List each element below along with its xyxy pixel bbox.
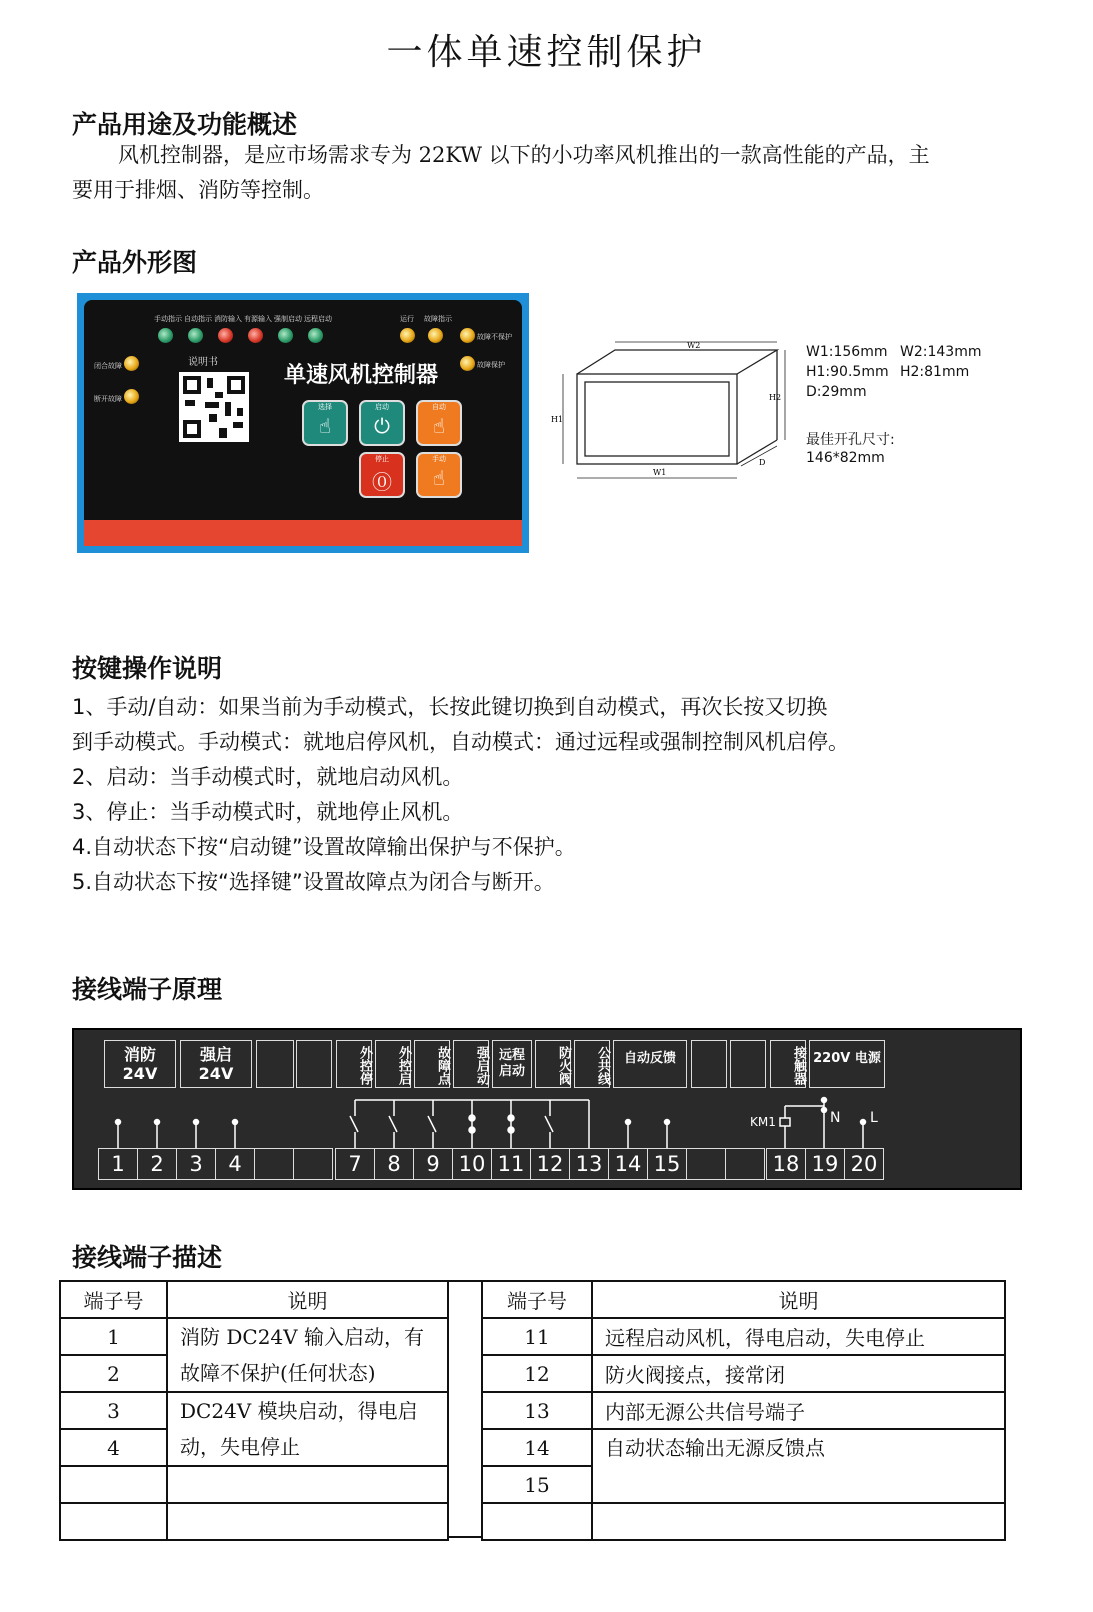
table-gap — [449, 1280, 481, 1538]
strip-cell-force-start: 强启动 — [453, 1040, 489, 1088]
dimension-drawing — [551, 338, 795, 488]
select-button[interactable] — [302, 400, 348, 446]
strip-cell-empty — [730, 1040, 766, 1088]
led-label: 闭合故障 — [94, 362, 122, 370]
led-indicator — [460, 328, 475, 343]
table-row — [482, 1318, 1005, 1355]
spec-h1: H1:90.5mm — [806, 364, 889, 380]
strip-cell-empty — [691, 1040, 727, 1088]
terminal-number: 10 — [452, 1148, 492, 1180]
table-row — [482, 1281, 1005, 1318]
key-op-line: 4.自动状态下按“启动键”设置故障输出保护与不保护。 — [72, 835, 576, 859]
spec-w1: W1:156mm — [806, 344, 888, 360]
w1-label: W1 — [653, 468, 667, 477]
spec-cutout: 146*82mm — [806, 450, 885, 466]
h2-label: H2 — [769, 393, 782, 402]
terminal-number: 14 — [608, 1148, 648, 1180]
wiring-symbols — [74, 1092, 1024, 1152]
table-cell-desc: 自动状态输出无源反馈点 — [592, 1429, 1005, 1503]
strip-cell-power: 220V 电源 — [809, 1040, 885, 1088]
table-cell-no: 13 — [482, 1392, 592, 1429]
terminal-number: 7 — [335, 1148, 375, 1180]
power-icon: ⏻ — [374, 414, 390, 438]
led-label: 故障指示 — [424, 315, 452, 323]
strip-cell-common: 公共线 — [574, 1040, 610, 1088]
key-op-line: 2、启动：当手动模式时，就地启动风机。 — [72, 765, 464, 789]
table-row — [482, 1355, 1005, 1392]
page-title: 一体单速控制保护 — [386, 32, 707, 73]
led-indicator — [460, 356, 475, 371]
led-label: 消防输入 — [214, 315, 242, 323]
panel-title: 单速风机控制器 — [284, 363, 439, 388]
table-header-no: 端子号 — [482, 1281, 592, 1318]
table-cell-desc — [167, 1503, 448, 1540]
km1-label: KM1 — [750, 1115, 776, 1129]
led-indicator — [278, 328, 293, 343]
live-label: L — [870, 1110, 878, 1126]
table-row — [482, 1392, 1005, 1429]
strip-cell-fault: 故障点 — [414, 1040, 450, 1088]
led-label: 远程启动 — [304, 315, 332, 323]
strip-cell-contactor: 接触器 — [770, 1040, 806, 1088]
led-indicator — [308, 328, 323, 343]
key-op-line: 5.自动状态下按“选择键”设置故障点为闭合与断开。 — [72, 870, 555, 894]
strip-cell-ext-start: 外控启 — [375, 1040, 411, 1088]
manual-button-label: 手动 — [432, 455, 446, 463]
table-cell-no — [60, 1503, 167, 1540]
led-label: 运行 — [400, 315, 414, 323]
spec-w2: W2:143mm — [900, 344, 982, 360]
led-indicator — [428, 328, 443, 343]
table-header-desc: 说明 — [167, 1281, 448, 1318]
strip-cell-empty — [256, 1040, 294, 1088]
terminal-number: 15 — [647, 1148, 687, 1180]
terminal-number: 9 — [413, 1148, 453, 1180]
table-cell-no: 12 — [482, 1355, 592, 1392]
section-heading-purpose: 产品用途及功能概述 — [72, 110, 298, 139]
strip-cell-ext-stop: 外控停 — [336, 1040, 372, 1088]
section-heading-appearance: 产品外形图 — [72, 248, 198, 277]
spec-d: D:29mm — [806, 384, 867, 400]
terminal-number: 2 — [137, 1148, 177, 1180]
stop-icon: ⓪ — [372, 470, 392, 494]
strip-cell-fire: 消防 24V — [104, 1040, 176, 1088]
purpose-line-2: 要用于排烟、消防等控制。 — [72, 178, 324, 202]
table-cell-desc: 内部无源公共信号端子 — [592, 1392, 1005, 1429]
stop-button[interactable] — [359, 452, 405, 498]
terminal-table-right — [481, 1280, 1006, 1541]
led-indicator — [400, 328, 415, 343]
table-cell-desc: DC24V 模块启动，得电启 动，失电停止 — [167, 1392, 448, 1466]
hand-icon: ☝ — [318, 414, 332, 438]
terminal-number: 19 — [805, 1148, 845, 1180]
key-op-line: 到手动模式。手动模式：就地启停风机，自动模式：通过远程或强制控制风机启停。 — [72, 730, 849, 754]
terminal-strip-diagram — [72, 1028, 1022, 1190]
table-cell-no: 4 — [60, 1429, 167, 1466]
spec-h2: H2:81mm — [900, 364, 970, 380]
led-label: 手动指示 — [154, 315, 182, 323]
qr-code-icon — [179, 372, 249, 442]
table-cell-no — [482, 1503, 592, 1540]
table-cell-desc: 远程启动风机，得电启动，失电停止 — [592, 1318, 1005, 1355]
led-label: 强制启动 — [274, 315, 302, 323]
terminal-number — [686, 1148, 726, 1180]
table-row — [60, 1392, 448, 1429]
led-label: 有源输入 — [244, 315, 272, 323]
start-button[interactable] — [359, 400, 405, 446]
section-heading-keys: 按键操作说明 — [72, 654, 223, 683]
led-label: 故障不保护 — [477, 333, 512, 341]
terminal-number — [254, 1148, 294, 1180]
section-heading-wiring: 接线端子原理 — [72, 975, 223, 1004]
terminal-number: 20 — [844, 1148, 884, 1180]
hand-icon: ☝ — [432, 466, 446, 490]
terminal-number: 1 — [98, 1148, 138, 1180]
table-row — [60, 1318, 448, 1355]
section-heading-terminals: 接线端子描述 — [72, 1243, 223, 1272]
table-row — [60, 1281, 448, 1318]
terminal-number: 3 — [176, 1148, 216, 1180]
led-indicator — [248, 328, 263, 343]
table-row — [60, 1503, 448, 1540]
terminal-number: 11 — [491, 1148, 531, 1180]
terminal-number: 18 — [766, 1148, 806, 1180]
led-indicator — [218, 328, 233, 343]
strip-cell-empty — [296, 1040, 332, 1088]
h1-label: H1 — [551, 415, 564, 424]
led-label: 自动指示 — [184, 315, 212, 323]
select-button-label: 选择 — [318, 403, 332, 411]
hand-icon: ☝ — [432, 414, 446, 438]
manual-label: 说明书 — [188, 357, 218, 368]
table-cell-desc — [592, 1503, 1005, 1540]
table-cell-no: 11 — [482, 1318, 592, 1355]
manual-button[interactable] — [416, 452, 462, 498]
terminal-table-left — [59, 1280, 449, 1541]
table-row — [60, 1466, 448, 1503]
led-label: 故障保护 — [477, 361, 505, 369]
terminal-number: 8 — [374, 1148, 414, 1180]
table-row — [482, 1503, 1005, 1540]
w2-label: W2 — [687, 341, 701, 350]
purpose-line-1: 风机控制器，是应市场需求专为 22KW 以下的小功率风机推出的一款高性能的产品，主 — [118, 143, 930, 167]
table-cell-no: 15 — [482, 1466, 592, 1503]
table-cell-no: 3 — [60, 1392, 167, 1429]
terminal-number — [725, 1148, 765, 1180]
key-op-line: 3、停止：当手动模式时，就地停止风机。 — [72, 800, 464, 824]
d-label: D — [759, 458, 766, 467]
table-cell-no — [60, 1466, 167, 1503]
led-indicator — [188, 328, 203, 343]
table-header-desc: 说明 — [592, 1281, 1005, 1318]
table-header-no: 端子号 — [60, 1281, 167, 1318]
auto-button-label: 自动 — [432, 403, 446, 411]
strip-cell-force: 强启 24V — [180, 1040, 252, 1088]
neutral-label: N — [830, 1110, 841, 1126]
table-cell-desc — [167, 1466, 448, 1503]
led-indicator — [158, 328, 173, 343]
led-label: 断开故障 — [94, 395, 122, 403]
key-op-line: 1、手动/自动：如果当前为手动模式，长按此键切换到自动模式，再次长按又切换 — [72, 695, 828, 719]
strip-cell-remote: 远程 启动 — [492, 1040, 532, 1088]
led-indicator — [124, 356, 139, 371]
table-cell-desc: 防火阀接点，接常闭 — [592, 1355, 1005, 1392]
auto-button[interactable] — [416, 400, 462, 446]
controller-panel-image — [77, 293, 529, 553]
table-cell-desc: 消防 DC24V 输入启动，有 故障不保护(任何状态) — [167, 1318, 448, 1392]
terminal-number: 4 — [215, 1148, 255, 1180]
table-cell-no: 1 — [60, 1318, 167, 1355]
terminal-number — [293, 1148, 333, 1180]
stop-button-label: 停止 — [375, 455, 389, 463]
terminal-number: 13 — [569, 1148, 609, 1180]
spec-cutout-label: 最佳开孔尺寸: — [806, 432, 895, 448]
strip-cell-fire-valve: 防火阀 — [535, 1040, 571, 1088]
terminal-number: 12 — [530, 1148, 570, 1180]
table-cell-no: 14 — [482, 1429, 592, 1466]
led-indicator — [124, 389, 139, 404]
start-button-label: 启动 — [375, 403, 389, 411]
strip-cell-feedback: 自动反馈 — [613, 1040, 687, 1088]
table-row — [482, 1429, 1005, 1466]
table-cell-no: 2 — [60, 1355, 167, 1392]
